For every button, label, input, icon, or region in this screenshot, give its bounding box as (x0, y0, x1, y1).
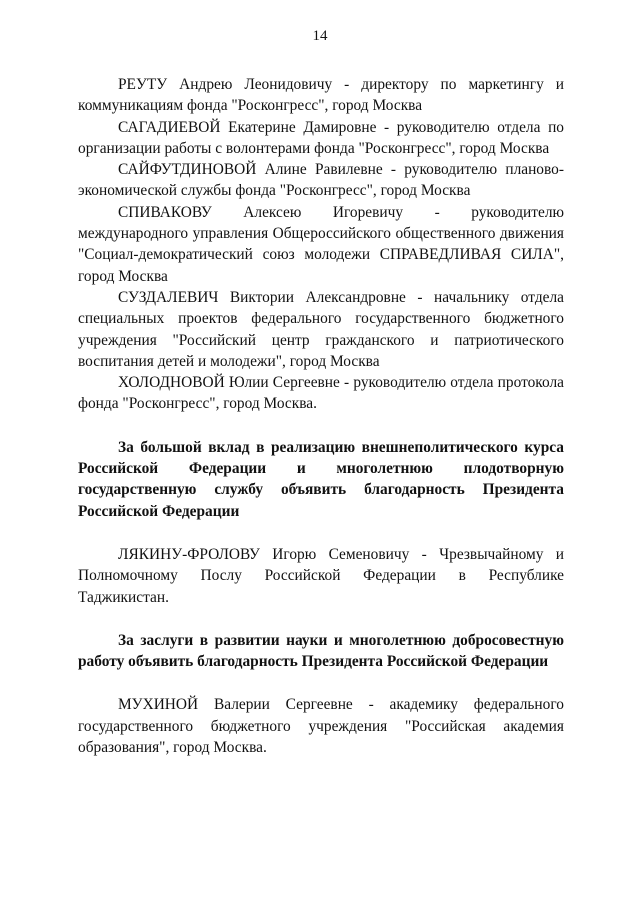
section-heading-science: За заслуги в развитии науки и многолетнюю добросовестную работу объявить благодарность Президента Российской Федерации (78, 631, 564, 671)
awardee-entry: ХОЛОДНОВОЙ Юлии Сергеевне - руководителю отдела протокола фонда "Росконгресс", город Москва. (78, 374, 564, 413)
awardee-entry: САЙФУТДИНОВОЙ Алине Равилевне - руководителю планово-экономической службы фонда "Росконгресс", город Москва (78, 161, 564, 200)
awardee-list-section-3 (78, 694, 564, 758)
section-spacer (78, 415, 564, 437)
section-spacer (78, 672, 564, 694)
document-body (78, 74, 564, 758)
awardee-list-section-2 (78, 544, 564, 608)
awardee-entry: РЕУТУ Андрею Леонидовичу - директору по маркетингу и коммуникациям фонда "Росконгресс", город Москва (78, 76, 564, 115)
awardee-entry: МУХИНОЙ Валерии Сергеевне - академику федерального государственного бюджетного учреждения "Российская академия образования", город Москва. (78, 696, 564, 757)
awardee-list-section-1 (78, 74, 564, 415)
awardee-entry: ЛЯКИНУ-ФРОЛОВУ Игорю Семеновичу - Чрезвычайному и Полномочному Послу Российской Федерации в Республике Таджикистан. (78, 545, 564, 606)
page-number: 14 (312, 28, 328, 44)
awardee-entry: СУЗДАЛЕВИЧ Виктории Александровне - начальнику отдела специальных проектов федерального государственного бюджетного учреждения "Российский центр гражданского и патриотического воспитания детей и молодежи", город Москва (78, 288, 564, 370)
awardee-entry: СПИВАКОВУ Алексею Игоревичу - руководителю международного управления Общероссийского общественного движения "Социал-демократический союз молодежи СПРАВЕДЛИВАЯ СИЛА", город Москва (78, 203, 564, 285)
section-spacer (78, 608, 564, 630)
section-heading-foreign-policy: За большой вклад в реализацию внешнеполитического курса Российской Федерации и многолетнюю плодотворную государственную службу объявить благодарность Президента Российской Федерации (78, 438, 564, 520)
awardee-entry: САГАДИЕВОЙ Екатерине Дамировне - руководителю отдела по организации работы с волонтерами фонда "Росконгресс", город Москва (78, 118, 564, 157)
section-spacer (78, 522, 564, 544)
